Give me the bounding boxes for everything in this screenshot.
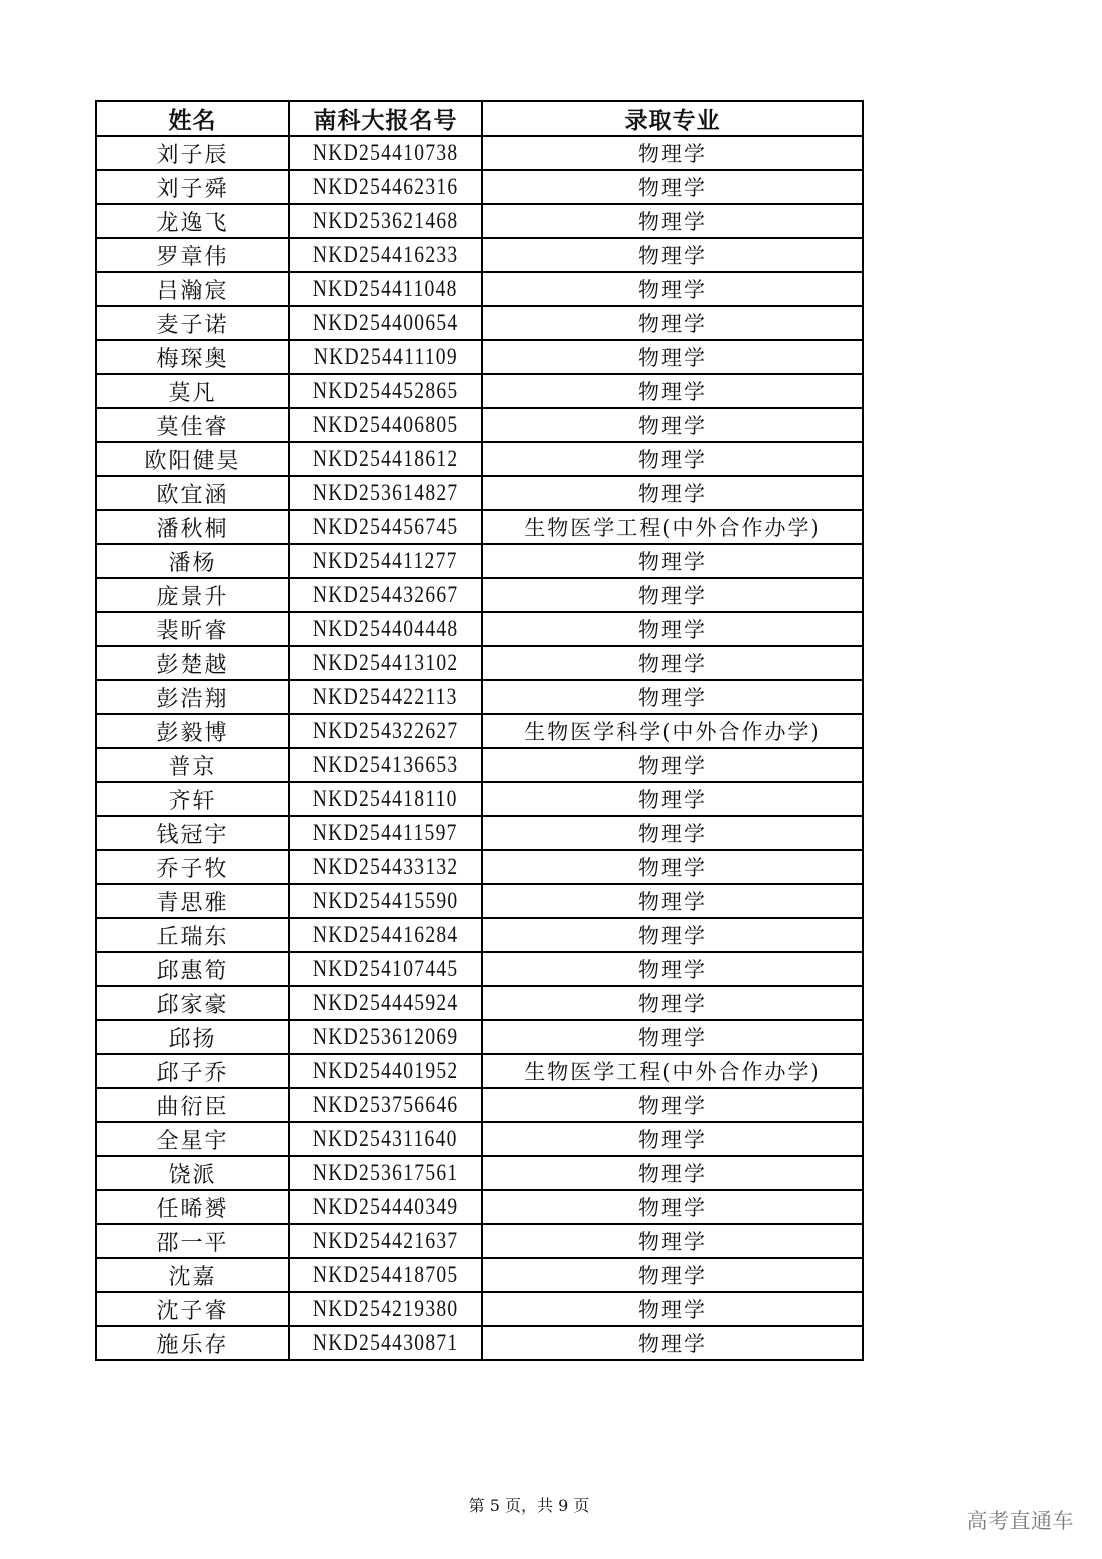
- cell-registration-id: [289, 170, 482, 204]
- cell-major: 生物医学科学(中外合作办学): [482, 714, 863, 748]
- cell-major: 物理学: [482, 1088, 863, 1122]
- cell-major: 物理学: [482, 374, 863, 408]
- cell-major: 物理学: [482, 442, 863, 476]
- cell-name: 刘子辰: [96, 136, 289, 170]
- cell-name: 普京: [96, 748, 289, 782]
- table-row: [96, 136, 863, 170]
- table-row: [96, 374, 863, 408]
- cell-major: 物理学: [482, 884, 863, 918]
- cell-registration-id: [289, 816, 482, 850]
- cell-name: 钱冠宇: [96, 816, 289, 850]
- table-row: [96, 612, 863, 646]
- cell-registration-id: [289, 442, 482, 476]
- registration-id-text: NKD254219380: [312, 1296, 459, 1321]
- cell-major: 物理学: [482, 612, 863, 646]
- registration-id-text: NKD254422113: [313, 684, 458, 709]
- cell-name: 齐轩: [96, 782, 289, 816]
- registration-id-text: NKD253621468: [312, 208, 459, 233]
- cell-major: 物理学: [482, 272, 863, 306]
- table-row: [96, 170, 863, 204]
- table-row: [96, 918, 863, 952]
- cell-registration-id: [289, 1122, 482, 1156]
- registration-id-text: NKD254440349: [312, 1194, 459, 1219]
- cell-registration-id: [289, 374, 482, 408]
- cell-registration-id: [289, 1292, 482, 1326]
- registration-id-text: NKD254107445: [312, 956, 459, 981]
- cell-name: 龙逸飞: [96, 204, 289, 238]
- registration-id-text: NKD254400654: [312, 310, 459, 335]
- cell-name: 梅琛奥: [96, 340, 289, 374]
- cell-registration-id: [289, 850, 482, 884]
- cell-registration-id: [289, 578, 482, 612]
- cell-registration-id: [289, 1258, 482, 1292]
- table-row: [96, 442, 863, 476]
- cell-registration-id: [289, 646, 482, 680]
- cell-name: 青思雅: [96, 884, 289, 918]
- cell-registration-id: [289, 510, 482, 544]
- table-row: [96, 1088, 863, 1122]
- cell-major: 物理学: [482, 680, 863, 714]
- table-row: [96, 1326, 863, 1360]
- cell-registration-id: [289, 918, 482, 952]
- table-row: [96, 1292, 863, 1326]
- cell-major: 物理学: [482, 816, 863, 850]
- table-row: [96, 408, 863, 442]
- admission-list-table: [95, 100, 864, 1361]
- cell-major: 物理学: [482, 1258, 863, 1292]
- cell-name: 邱家豪: [96, 986, 289, 1020]
- cell-name: 沈子睿: [96, 1292, 289, 1326]
- cell-registration-id: [289, 1326, 482, 1360]
- cell-name: 罗章伟: [96, 238, 289, 272]
- cell-major: 物理学: [482, 986, 863, 1020]
- cell-name: 莫凡: [96, 374, 289, 408]
- cell-name: 潘杨: [96, 544, 289, 578]
- registration-id-text: NKD254462316: [312, 174, 459, 199]
- cell-registration-id: [289, 544, 482, 578]
- table-row: [96, 952, 863, 986]
- registration-id-text: NKD254411277: [313, 548, 458, 573]
- registration-id-text: NKD254416233: [312, 242, 459, 267]
- cell-name: 任晞赟: [96, 1190, 289, 1224]
- registration-id-text: NKD254452865: [312, 378, 459, 403]
- cell-major: 物理学: [482, 1292, 863, 1326]
- cell-major: 物理学: [482, 306, 863, 340]
- cell-name: 邱惠筍: [96, 952, 289, 986]
- cell-name: 欧宜涵: [96, 476, 289, 510]
- cell-name: 邵一平: [96, 1224, 289, 1258]
- table-row: [96, 272, 863, 306]
- table-row: [96, 714, 863, 748]
- cell-major: 生物医学工程(中外合作办学): [482, 1054, 863, 1088]
- cell-name: 丘瑞东: [96, 918, 289, 952]
- registration-id-text: NKD253614827: [312, 480, 459, 505]
- table-row: [96, 1258, 863, 1292]
- registration-id-text: NKD253756646: [312, 1092, 459, 1117]
- cell-registration-id: [289, 1088, 482, 1122]
- registration-id-text: NKD254404448: [312, 616, 459, 641]
- cell-name: 全星宇: [96, 1122, 289, 1156]
- cell-registration-id: [289, 408, 482, 442]
- table-row: [96, 238, 863, 272]
- cell-major: 物理学: [482, 952, 863, 986]
- cell-major: 物理学: [482, 1020, 863, 1054]
- cell-registration-id: [289, 340, 482, 374]
- cell-registration-id: [289, 306, 482, 340]
- table-row: [96, 884, 863, 918]
- registration-id-text: NKD254418705: [312, 1262, 459, 1287]
- registration-id-text: NKD254322627: [312, 718, 459, 743]
- registration-id-text: NKD254445924: [312, 990, 459, 1015]
- header-registration-id: 南科大报名号: [289, 101, 482, 136]
- table-row: [96, 578, 863, 612]
- table-row: [96, 306, 863, 340]
- table-row: [96, 476, 863, 510]
- registration-id-text: NKD254418110: [313, 786, 458, 811]
- cell-major: 物理学: [482, 476, 863, 510]
- cell-registration-id: [289, 1020, 482, 1054]
- cell-registration-id: [289, 1054, 482, 1088]
- cell-name: 彭浩翔: [96, 680, 289, 714]
- cell-major: 物理学: [482, 238, 863, 272]
- cell-registration-id: [289, 1224, 482, 1258]
- cell-name: 邱扬: [96, 1020, 289, 1054]
- cell-major: 物理学: [482, 1156, 863, 1190]
- cell-registration-id: [289, 782, 482, 816]
- table-row: [96, 646, 863, 680]
- registration-id-text: NKD254311640: [313, 1126, 458, 1151]
- registration-id-text: NKD254410738: [312, 140, 459, 165]
- cell-name: 乔子牧: [96, 850, 289, 884]
- cell-major: 物理学: [482, 782, 863, 816]
- registration-id-text: NKD254421637: [312, 1228, 459, 1253]
- table-row: [96, 816, 863, 850]
- table-row: [96, 1122, 863, 1156]
- table-row: [96, 986, 863, 1020]
- registration-id-text: NKD254413102: [312, 650, 459, 675]
- cell-major: 物理学: [482, 204, 863, 238]
- cell-name: 欧阳健昊: [96, 442, 289, 476]
- cell-major: 物理学: [482, 578, 863, 612]
- cell-name: 邱子乔: [96, 1054, 289, 1088]
- cell-name: 彭楚越: [96, 646, 289, 680]
- cell-name: 施乐存: [96, 1326, 289, 1360]
- registration-id-text: NKD253617561: [312, 1160, 459, 1185]
- cell-registration-id: [289, 884, 482, 918]
- table-row: [96, 1054, 863, 1088]
- cell-registration-id: [289, 1156, 482, 1190]
- cell-major: 物理学: [482, 918, 863, 952]
- cell-registration-id: [289, 476, 482, 510]
- cell-major: 物理学: [482, 1122, 863, 1156]
- cell-registration-id: [289, 952, 482, 986]
- cell-registration-id: [289, 612, 482, 646]
- cell-registration-id: [289, 204, 482, 238]
- table-row: [96, 850, 863, 884]
- cell-registration-id: [289, 714, 482, 748]
- table-row: [96, 1156, 863, 1190]
- registration-id-text: NKD254433132: [312, 854, 459, 879]
- cell-major: 物理学: [482, 1326, 863, 1360]
- table-row: [96, 1190, 863, 1224]
- cell-name: 潘秋桐: [96, 510, 289, 544]
- registration-id-text: NKD253612069: [312, 1024, 459, 1049]
- table-row: [96, 510, 863, 544]
- cell-major: 物理学: [482, 748, 863, 782]
- table-row: [96, 782, 863, 816]
- cell-major: 物理学: [482, 170, 863, 204]
- table-row: [96, 544, 863, 578]
- table-row: [96, 748, 863, 782]
- cell-registration-id: [289, 1190, 482, 1224]
- cell-registration-id: [289, 680, 482, 714]
- cell-major: 生物医学工程(中外合作办学): [482, 510, 863, 544]
- page-indicator: [0, 1493, 1102, 1516]
- registration-id-text: NKD254430871: [312, 1330, 459, 1355]
- table-row: [96, 1224, 863, 1258]
- cell-name: 裴昕睿: [96, 612, 289, 646]
- cell-major: 物理学: [482, 1190, 863, 1224]
- header-name: 姓名: [96, 101, 289, 136]
- cell-registration-id: [289, 272, 482, 306]
- page-indicator-text: 第 5 页，共 9 页: [468, 1496, 590, 1515]
- cell-name: 饶派: [96, 1156, 289, 1190]
- cell-major: 物理学: [482, 850, 863, 884]
- cell-registration-id: [289, 986, 482, 1020]
- cell-name: 麦子诺: [96, 306, 289, 340]
- registration-id-text: NKD254416284: [312, 922, 459, 947]
- cell-name: 刘子舜: [96, 170, 289, 204]
- registration-id-text: NKD254136653: [312, 752, 459, 777]
- registration-id-text: NKD254411597: [313, 820, 458, 845]
- cell-name: 曲衍臣: [96, 1088, 289, 1122]
- cell-name: 彭毅博: [96, 714, 289, 748]
- registration-id-text: NKD254411048: [313, 276, 458, 301]
- header-major: 录取专业: [482, 101, 863, 136]
- table-header-row: [96, 101, 863, 136]
- cell-registration-id: [289, 136, 482, 170]
- table-row: [96, 680, 863, 714]
- registration-id-text: NKD254418612: [312, 446, 459, 471]
- table-row: [96, 204, 863, 238]
- cell-major: 物理学: [482, 408, 863, 442]
- cell-major: 物理学: [482, 340, 863, 374]
- registration-id-text: NKD254411109: [313, 344, 458, 369]
- cell-registration-id: [289, 238, 482, 272]
- cell-major: 物理学: [482, 544, 863, 578]
- registration-id-text: NKD254401952: [312, 1058, 459, 1083]
- watermark: 高考直通车: [966, 1509, 1074, 1533]
- table-row: [96, 1020, 863, 1054]
- cell-major: 物理学: [482, 136, 863, 170]
- registration-id-text: NKD254432667: [312, 582, 459, 607]
- table-body: [96, 136, 863, 1360]
- cell-name: 沈嘉: [96, 1258, 289, 1292]
- cell-name: 吕瀚宸: [96, 272, 289, 306]
- registration-id-text: NKD254456745: [312, 514, 459, 539]
- registration-id-text: NKD254415590: [312, 888, 459, 913]
- cell-name: 庞景升: [96, 578, 289, 612]
- cell-name: 莫佳睿: [96, 408, 289, 442]
- cell-major: 物理学: [482, 646, 863, 680]
- registration-id-text: NKD254406805: [312, 412, 459, 437]
- table-row: [96, 340, 863, 374]
- cell-registration-id: [289, 748, 482, 782]
- cell-major: 物理学: [482, 1224, 863, 1258]
